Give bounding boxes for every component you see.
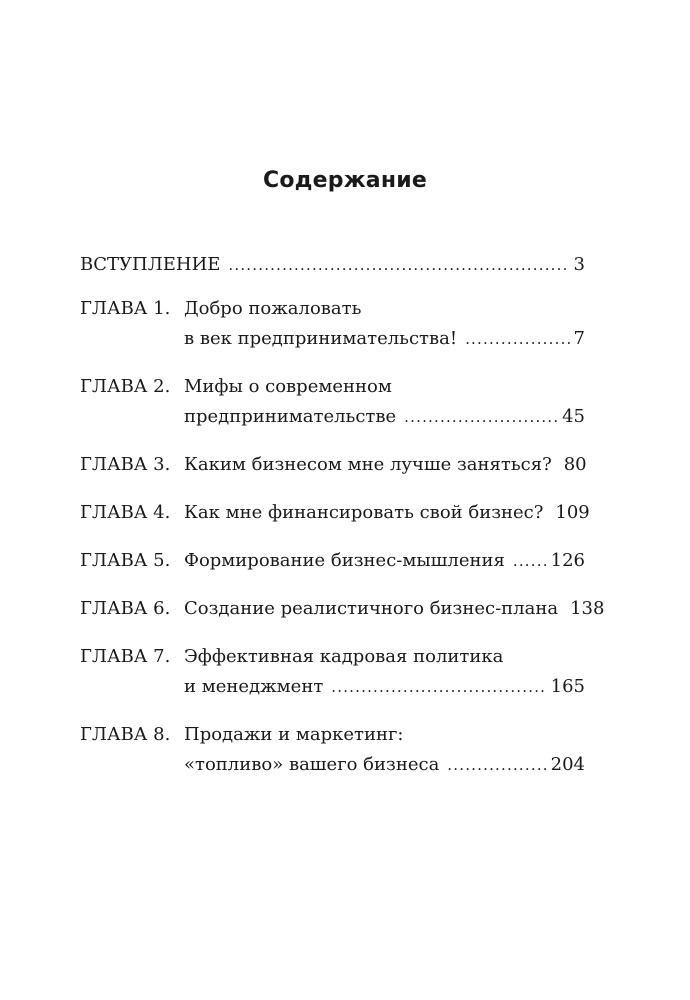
page-title: Содержание: [263, 168, 427, 193]
toc-entry-chapter-1[interactable]: [80, 294, 585, 354]
toc-entry-title: Продажи и маркетинг:: [184, 724, 404, 745]
toc-page-number: 3: [573, 254, 585, 275]
toc-entry-title-continued: предпринимательстве: [184, 406, 397, 427]
toc-entry-title: ВСТУПЛЕНИЕ: [80, 254, 221, 275]
dot-leader: [513, 546, 547, 576]
toc-entry-chapter-8[interactable]: [80, 720, 585, 780]
chapter-label: ГЛАВА 8.: [80, 724, 171, 745]
chapter-label: ГЛАВА 3.: [80, 454, 171, 475]
toc-entry-title-continued: в век предпринимательства!: [184, 328, 458, 349]
table-of-contents: [80, 250, 605, 798]
toc-entry-chapter-6[interactable]: [80, 594, 605, 624]
toc-entry-title-continued: «топливо» вашего бизнеса: [184, 754, 440, 775]
toc-entry-chapter-7[interactable]: [80, 642, 585, 702]
toc-entry-title: Добро пожаловать: [184, 298, 362, 319]
dot-leader: [465, 324, 569, 354]
toc-entry-title-continued: и менеджмент: [184, 676, 324, 697]
toc-page-number: 109: [555, 502, 590, 523]
toc-entry-title: Эффективная кадровая политика: [184, 646, 504, 667]
chapter-label: ГЛАВА 7.: [80, 646, 171, 667]
toc-page-number: 80: [563, 454, 587, 475]
chapter-label: ГЛАВА 1.: [80, 298, 171, 319]
toc-entry-title: Каким бизнесом мне лучше заняться?: [184, 454, 552, 475]
chapter-label: ГЛАВА 2.: [80, 376, 171, 397]
dot-leader: [228, 250, 569, 280]
toc-page-number: 126: [550, 550, 585, 571]
toc-page-number: 165: [550, 676, 585, 697]
dot-leader: [447, 750, 546, 780]
toc-page-number: 45: [562, 406, 585, 427]
toc-entry-title: Как мне финансировать свой бизнес?: [184, 502, 544, 523]
toc-entry-title: Создание реалистичного бизнес-плана: [184, 598, 559, 619]
toc-entry-chapter-5[interactable]: [80, 546, 585, 576]
toc-entry-title: Формирование бизнес-мышления: [184, 550, 505, 571]
toc-entry-chapter-4[interactable]: [80, 498, 590, 528]
toc-page-number: 7: [573, 328, 585, 349]
toc-page-number: 204: [550, 754, 585, 775]
dot-leader: [404, 402, 558, 432]
toc-entry-chapter-2[interactable]: [80, 372, 585, 432]
toc-page-number: 138: [570, 598, 605, 619]
toc-entry-introduction[interactable]: [80, 250, 585, 280]
dot-leader: [331, 672, 546, 702]
toc-entry-title: Мифы о современном: [184, 376, 392, 397]
chapter-label: ГЛАВА 5.: [80, 550, 171, 571]
chapter-label: ГЛАВА 4.: [80, 502, 171, 523]
chapter-label: ГЛАВА 6.: [80, 598, 171, 619]
toc-entry-chapter-3[interactable]: [80, 450, 585, 480]
